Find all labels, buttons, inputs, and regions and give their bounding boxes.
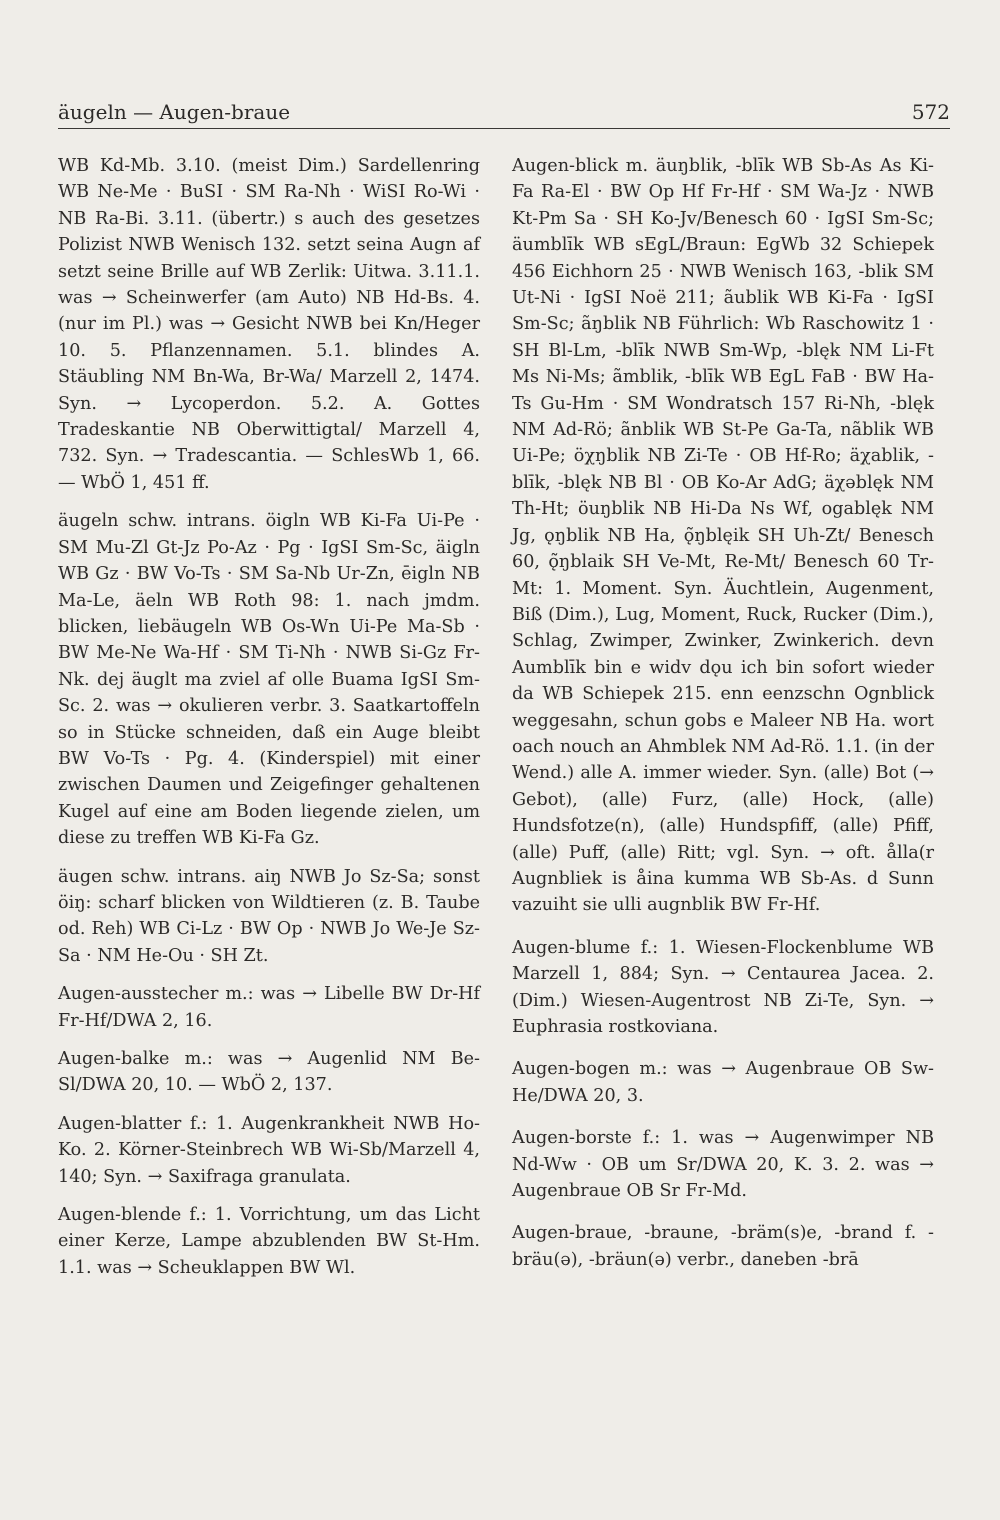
right-column [512,153,934,1273]
entry-augen-braue: Augen-braue, -braune, -bräm(s)e, -brand f. -bräu(ə), -bräun(ə) verbr., daneben -brā [512,1223,934,1270]
entry-augen-blick: Augen-blick m. äuŋblik, -blīk WB Sb-As As Ki-Fa Ra-El · BW Op Hf Fr-Hf · SM Wa-Jz · NWB Kt-Pm Sa · SH Ko-Jv/Benesch 60 · IgSI Sm-Sc; äumblīk WB sEgL/Braun: EgWb 32 Schiepek 456 Eichhorn 25 · NWB Wenisch 163, -blik SM Ut-Ni · IgSI Noë 211; ãublik WB Ki-Fa · IgSI Sm-Sc; ãŋblik NB Führlich: Wb Raschowitz 1 · SH Bl-Lm, -blīk NWB Sm-Wp, -blęk NM Li-Ft Ms Ni-Ms; ãmblik, -blīk WB EgL FaB · BW Ha-Ts Gu-Hm · SM Wondratsch 157 Ri-Nh, -blęk NM Ad-Rö; ãnblik WB St-Pe Ga-Ta, nãblik WB Ui-Pe; öχŋblik NB Zi-Te · OB Hf-Ro; äχablik, -blīk, -blęk NB Bl · OB Ko-Ar AdG; äχəblęk NM Th-Ht; öuŋblik NB Hi-Da Ns Wf, ogablęk NM Jg, ǫŋblik NB Ha, ǫ̃ŋblęik SH Uh-Zt/ Benesch 60, ǫ̃ŋblaik SH Ve-Mt, Re-Mt/ Benesch 60 Tr-Mt: 1. Moment. Syn. Äuchtlein, Augenment, Biß (Dim.), Lug, Moment, Ruck, Rucker (Dim.), Schlag, Zwimper, Zwinker, Zwinkerich. devn Aumblīk bin e widv dǫu ich bin sofort wieder da WB Schiepek 215. enn eenzschn Ognblick weggesahn, schun gobs e Maleer NB Ha. wort oach nouch an Ahmblek NM Ad-Rö. 1.1. (in der Wend.) alle A. immer wieder. Syn. (alle) Bot (→ Gebot), (alle) Furz, (alle) Hock, (alle) Hundsfotze(n), (alle) Hundspfiff, (alle) Pfiff, (alle) Puff, (alle) Ritt; vgl. Syn. → oft. ålla(r Augnbliek is åina kumma WB Sb-As. d Sunn vazuiht sie ulli augnblik BW Fr-Hf. [512,156,934,916]
entry-augen-borste: Augen-borste f.: 1. was → Augenwimper NB Nd-Ww · OB um Sr/DWA 20, K. 3. 2. was → Augenbraue OB Sr Fr-Md. [512,1128,934,1202]
entry-continuation: WB Kd-Mb. 3.10. (meist Dim.) Sardellenring WB Ne-Me · BuSI · SM Ra-Nh · WiSI Ro-Wi · NB Ra-Bi. 3.11. (übertr.) s auch des gesetzes Polizist NWB Wenisch 132. setzt seina Augn af setzt seine Brille auf WB Zerlik: Uitwa. 3.11.1. was → Scheinwerfer (am Auto) NB Hd-Bs. 4. (nur im Pl.) was → Gesicht NWB bei Kn/Heger 10. 5. Pflanzennamen. 5.1. blindes A. Stäubling NM Bn-Wa, Br-Wa/ Marzell 2, 1474. Syn. → Lycoperdon. 5.2. A. Gottes Tradeskantie NB Oberwittigtal/ Marzell 4, 732. Syn. → Tradescantia. — SchlesWb 1, 66. — WbÖ 1, 451 ff. [58,156,480,493]
entry-augen-blume: Augen-blume f.: 1. Wiesen-Flockenblume WB Marzell 1, 884; Syn. → Centaurea Jacea. 2. (Dim.) Wiesen-Augentrost NB Zi-Te, Syn. → Euphrasia rostkoviana. [512,937,934,1037]
header-rule [58,128,950,129]
entry-augen-blatter: Augen-blatter f.: 1. Augenkrankheit NWB Ho-Ko. 2. Körner-Steinbrech WB Wi-Sb/Marzell 4, 140; Syn. → Saxifraga granulata. [58,1113,480,1187]
entry-aeugeln: äugeln schw. intrans. öigln WB Ki-Fa Ui-Pe · SM Mu-Zl Gt-Jz Po-Az · Pg · IgSI Sm-Sc, äigln WB Gz · BW Vo-Ts · SM Sa-Nb Ur-Zn, ēigln NB Ma-Le, äeln WB Roth 98: 1. nach jmdm. blicken, liebäugeln WB Os-Wn Ui-Pe Ma-Sb · BW Me-Ne Wa-Hf · SM Ti-Nh · NWB Si-Gz Fr-Nk. dej äuglt ma zviel af olle Buama IgSI Sm-Sc. 2. was → okulieren verbr. 3. Saatkartoffeln so in Stücke schneiden, daß ein Auge bleibt BW Vo-Ts · Pg. 4. (Kinderspiel) mit einer zwischen Daumen und Zeigefinger gehaltenen Kugel auf eine am Boden liegende zielen, um diese zu treffen WB Ki-Fa Gz. [58,511,480,849]
left-column [58,153,480,1281]
entry-augen-bogen: Augen-bogen m.: was → Augenbraue OB Sw-He/DWA 20, 3. [512,1059,934,1106]
entry-aeugen: äugen schw. intrans. aiŋ NWB Jo Sz-Sa; sonst öiŋ: scharf blicken von Wildtieren (z. B. Taube od. Reh) WB Ci-Lz · BW Op · NWB Jo We-Je Sz-Sa · NM He-Ou · SH Zt. [58,866,480,966]
header-title: äugeln — Augen-braue [58,100,291,124]
entry-augen-ausstecher: Augen-ausstecher m.: was → Libelle BW Dr-Hf Fr-Hf/DWA 2, 16. [58,984,480,1031]
page-number: 572 [911,100,950,124]
entry-augen-blende: Augen-blende f.: 1. Vorrichtung, um das Licht einer Kerze, Lampe abzublenden BW St-Hm. 1.1. was → Scheuklappen BW Wl. [58,1205,480,1278]
entry-augen-balke: Augen-balke m.: was → Augenlid NM Be-Sl/DWA 20, 10. — WbÖ 2, 137. [58,1049,480,1096]
